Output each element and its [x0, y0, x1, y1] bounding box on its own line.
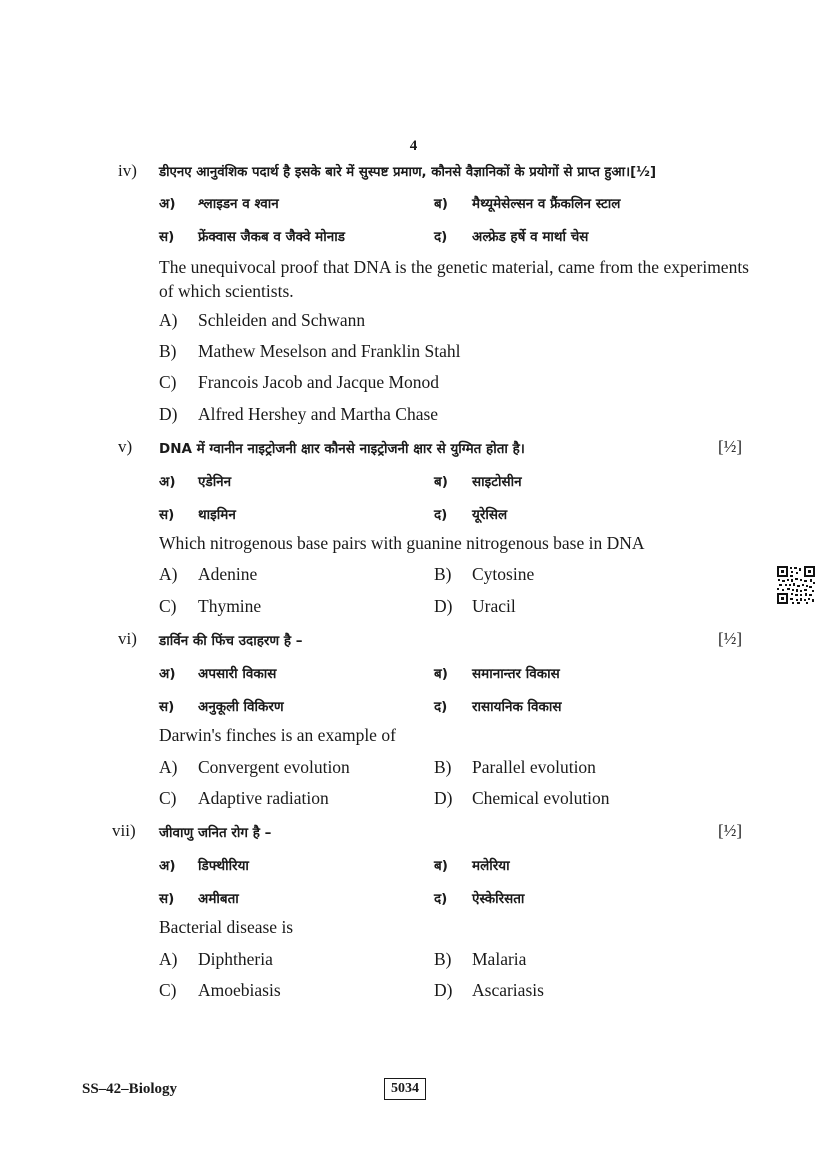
hindi-option-text: एडेनिन	[198, 474, 232, 490]
hindi-option-label: द)	[434, 891, 448, 907]
hindi-option-label: द)	[434, 229, 448, 245]
hindi-question-text: DNA में ग्वानीन नाइट्रोजनी क्षार कौनसे नाइट्रोजनी क्षार से युग्मित होता है।	[159, 441, 525, 457]
english-option-text: Parallel evolution	[472, 757, 596, 777]
english-option-text: Mathew Meselson and Franklin Stahl	[198, 341, 461, 361]
english-option-label: C)	[159, 980, 177, 1000]
hindi-option-text: अल्फ्रेड हर्षे व मार्था चेस	[472, 229, 589, 245]
english-option-label: D)	[434, 980, 453, 1000]
english-option-text: Adenine	[198, 564, 258, 584]
hindi-option-label: अ)	[159, 474, 176, 490]
marks-label: [½]	[718, 437, 743, 456]
hindi-option-text: यूरेसिल	[472, 507, 508, 523]
hindi-option-text: रासायनिक विकास	[472, 699, 562, 715]
hindi-question-text: डीएनए आनुवंशिक पदार्थ है इसके बारे में सुस्पष्ट प्रमाण, कौनसे वैज्ञानिकों के प्रयोगों से प्राप्त हुआ।[½]	[159, 165, 657, 180]
hindi-option-label: द)	[434, 507, 448, 523]
hindi-option-label: स)	[159, 507, 175, 523]
english-option-text: Convergent evolution	[198, 757, 350, 777]
english-option-text: Chemical evolution	[472, 788, 610, 808]
english-option-text: Thymine	[198, 596, 262, 616]
english-option-text: Ascariasis	[472, 980, 544, 1000]
hindi-option-text: अपसारी विकास	[198, 666, 277, 682]
english-question-text: Bacterial disease is	[159, 917, 294, 937]
hindi-option-text: श्लाइडन व श्वान	[198, 196, 279, 212]
hindi-option-label: स)	[159, 229, 175, 245]
qr-code-icon	[776, 565, 816, 605]
hindi-option-text: मलेरिया	[472, 858, 510, 874]
english-option-text: Francois Jacob and Jacque Monod	[198, 372, 440, 392]
footer-paper-code: SS–42–Biology	[82, 1081, 178, 1097]
english-option-text: Amoebiasis	[198, 980, 281, 1000]
english-option-label: B)	[434, 949, 452, 969]
english-question-text: Darwin's finches is an example of	[159, 725, 396, 745]
hindi-option-text: समानान्तर विकास	[472, 666, 560, 682]
hindi-option-label: ब)	[434, 196, 448, 212]
english-option-label: A)	[159, 564, 178, 584]
english-question-text: Which nitrogenous base pairs with guanine nitrogenous base in DNA	[159, 533, 645, 553]
english-option-label: B)	[434, 564, 452, 584]
hindi-option-label: स)	[159, 699, 175, 715]
hindi-option-label: अ)	[159, 196, 176, 212]
english-question-text: The unequivocal proof that DNA is the genetic material, came from the experiments of which scientists.	[159, 257, 749, 301]
marks-label: [½]	[718, 821, 743, 840]
english-option-label: D)	[434, 596, 453, 616]
hindi-question-text: डार्विन की फिंच उदाहरण है –	[159, 633, 303, 649]
page-number: 4	[409, 138, 418, 154]
english-option-text: Diphtheria	[198, 949, 273, 969]
english-option-label: C)	[159, 596, 177, 616]
hindi-option-text: मैथ्यूमेसेल्सन व फ्रैंकलिन स्टाल	[472, 196, 621, 212]
english-option-label: B)	[434, 757, 452, 777]
hindi-option-label: अ)	[159, 858, 176, 874]
hindi-option-label: स)	[159, 891, 175, 907]
english-option-text: Schleiden and Schwann	[198, 310, 366, 330]
marks-label: [½]	[718, 629, 743, 648]
hindi-option-label: ब)	[434, 474, 448, 490]
english-option-label: D)	[159, 404, 178, 424]
english-option-text: Adaptive radiation	[198, 788, 329, 808]
english-option-text: Alfred Hershey and Martha Chase	[198, 404, 439, 424]
hindi-option-text: ऐस्केरिसता	[472, 891, 525, 907]
english-option-label: D)	[434, 788, 453, 808]
hindi-option-text: फ्रेंक्वास जैकब व जैक्वे मोनाड	[198, 229, 345, 245]
hindi-option-label: अ)	[159, 666, 176, 682]
hindi-option-text: अमीबता	[198, 891, 239, 907]
question-number: vi)	[118, 629, 137, 648]
english-option-label: A)	[159, 310, 178, 330]
question-number: vii)	[112, 821, 136, 840]
hindi-option-text: साइटोसीन	[472, 474, 522, 490]
question-number: iv)	[118, 161, 137, 180]
footer-page-code: 5034	[384, 1078, 426, 1100]
question-number: v)	[118, 437, 133, 456]
hindi-option-text: थाइमिन	[198, 507, 236, 523]
english-option-label: A)	[159, 949, 178, 969]
english-option-label: C)	[159, 372, 177, 392]
english-option-label: B)	[159, 341, 177, 361]
hindi-question-text: जीवाणु जनित रोग है –	[159, 825, 272, 841]
english-option-label: C)	[159, 788, 177, 808]
hindi-option-label: ब)	[434, 858, 448, 874]
hindi-option-text: अनुकूली विकिरण	[198, 699, 284, 715]
english-option-text: Malaria	[472, 949, 527, 969]
hindi-option-text: डिफ्थीरिया	[198, 858, 249, 874]
english-option-label: A)	[159, 757, 178, 777]
hindi-option-label: ब)	[434, 666, 448, 682]
english-option-text: Cytosine	[472, 564, 535, 584]
hindi-option-label: द)	[434, 699, 448, 715]
english-option-text: Uracil	[472, 596, 516, 616]
